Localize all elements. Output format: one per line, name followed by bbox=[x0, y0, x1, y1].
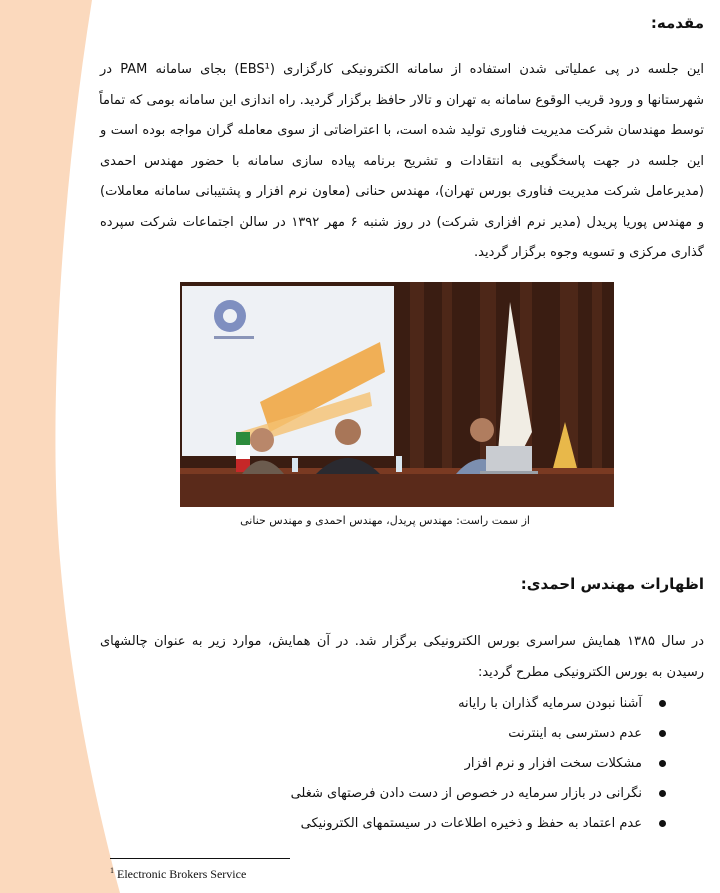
list-item-text: مشکلات سخت افزار و نرم افزار bbox=[464, 756, 642, 771]
section-heading-ahmadi: اظهارات مهندس احمدی: bbox=[520, 575, 704, 593]
footnote-divider bbox=[110, 858, 290, 859]
meeting-photo bbox=[180, 282, 614, 507]
bullet-icon bbox=[659, 700, 666, 707]
meeting-photo-illustration bbox=[180, 282, 614, 507]
intro-line: توسط مهندسان شرکت مدیریت فناوری تولید شده است، با اعتراضاتی از سوی معامله گران مواجه بوده است و bbox=[100, 123, 704, 138]
bullet-icon bbox=[659, 790, 666, 797]
footnote bbox=[110, 866, 246, 882]
footnote-mark: 1 bbox=[110, 866, 114, 875]
bullet-icon bbox=[659, 760, 666, 767]
bullet-icon bbox=[659, 730, 666, 737]
intro-line: و مهندس پوریا پریدل (مدیر نرم افزاری شرکت) در روز شنبه ۶ مهر ۱۳۹۲ در سالن اجتماعات شرکت سپرده bbox=[100, 214, 704, 230]
intro-line: این جلسه در جهت پاسخگویی به انتقادات و تشریح برنامه پیاده سازی سامانه با حضور مهندس احمدی bbox=[100, 153, 704, 169]
intro-paragraph bbox=[100, 55, 704, 269]
list-item bbox=[146, 722, 666, 752]
list-item bbox=[146, 692, 666, 722]
section2-line: رسیدن به بورس الکترونیکی مطرح گردید: bbox=[477, 664, 704, 680]
intro-line: شهرستانها و ورود قریب الوقوع سامانه به تهران و تالار حافظ برگزار گردید. راه اندازی این سامانه بومی که تماماً bbox=[99, 92, 704, 108]
list-item bbox=[146, 782, 666, 812]
list-item-text: عدم دسترسی به اینترنت bbox=[508, 726, 642, 741]
list-item bbox=[146, 752, 666, 782]
footnote-text: Electronic Brokers Service bbox=[117, 867, 247, 881]
intro-heading: مقدمه: bbox=[650, 14, 704, 32]
bullet-icon bbox=[659, 820, 666, 827]
list-item-text: آشنا نبودن سرمایه گذاران با رایانه bbox=[458, 696, 642, 711]
section2-paragraph bbox=[100, 627, 704, 688]
intro-line: این جلسه در پی عملیاتی شدن استفاده از سامانه الکترونیکی کارگزاری (EBS¹) بجای سامانه PAM در bbox=[100, 62, 704, 77]
intro-line: گذاری مرکزی و تسویه وجوه برگزار گردید. bbox=[474, 245, 704, 260]
photo-caption: از سمت راست: مهندس پریدل، مهندس احمدی و مهندس حنانی bbox=[240, 514, 530, 527]
list-item bbox=[146, 812, 666, 842]
list-item-text: عدم اعتماد به حفظ و ذخیره اطلاعات در سیستمهای الکترونیکی bbox=[300, 816, 642, 831]
section2-line: در سال ۱۳۸۵ همایش سراسری بورس الکترونیکی برگزار شد. در آن همایش، موارد زیر به عنوان چالشهای bbox=[100, 634, 704, 649]
list-item-text: نگرانی در بازار سرمایه در خصوص از دست دادن فرصتهای شغلی bbox=[290, 786, 642, 801]
challenges-list bbox=[146, 692, 666, 842]
intro-line: (مدیرعامل شرکت مدیریت فناوری بورس تهران)، مهندس حنانی (معاون نرم افزار و پشتیبانی سامانه معاملات) bbox=[100, 184, 704, 199]
